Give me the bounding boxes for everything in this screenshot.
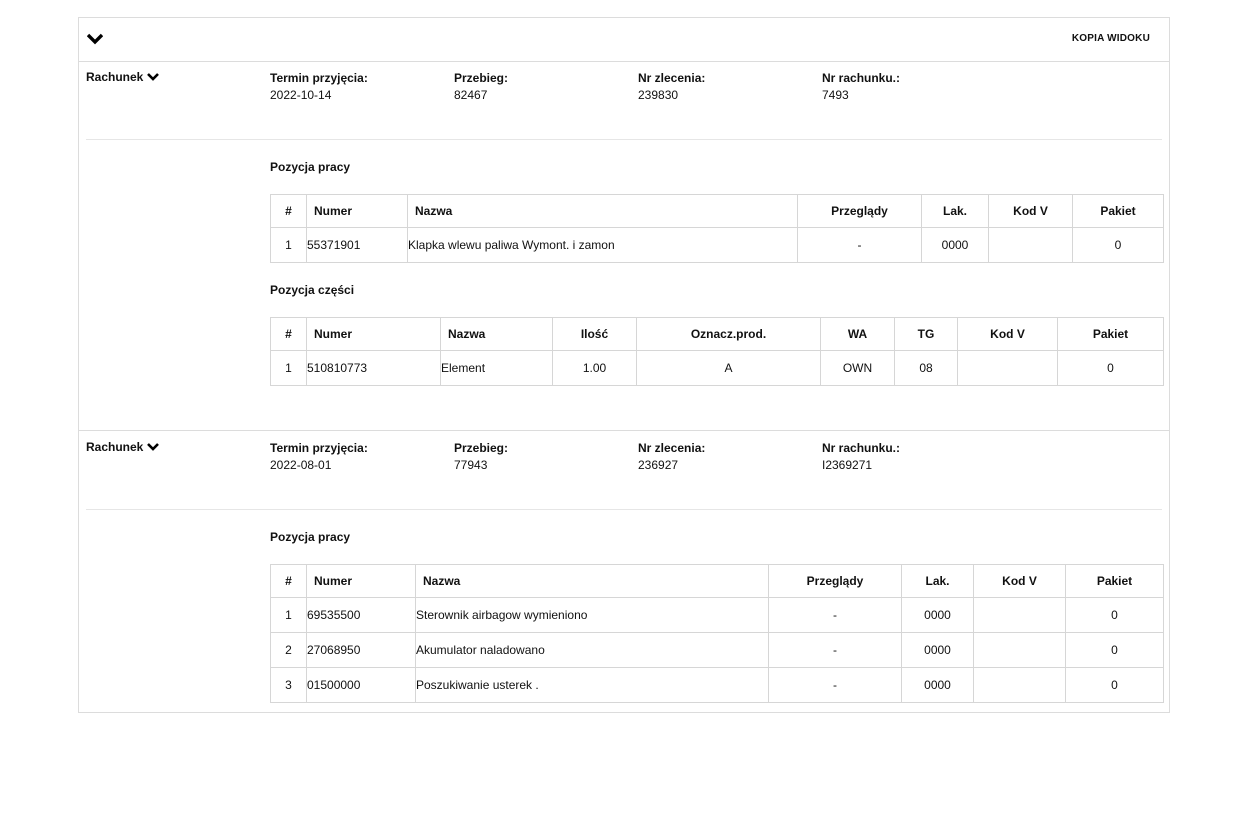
row-lak: 0000 bbox=[922, 228, 989, 263]
order-number-value: 239830 bbox=[638, 88, 679, 102]
column-header: Lak. bbox=[902, 565, 974, 598]
column-header: Nazwa bbox=[408, 195, 798, 228]
admission-date bbox=[270, 440, 368, 474]
column-header: Kod V bbox=[974, 565, 1066, 598]
column-header: Pakiet bbox=[1058, 318, 1164, 351]
column-header: Oznacz.prod. bbox=[637, 318, 821, 351]
table-header-row bbox=[271, 565, 1164, 598]
row-reviews: - bbox=[798, 228, 922, 263]
mileage-label: Przebieg: bbox=[454, 71, 509, 85]
mileage bbox=[454, 70, 508, 104]
row-index: 1 bbox=[271, 228, 307, 263]
row-index: 1 bbox=[271, 598, 307, 633]
row-reviews: - bbox=[769, 633, 902, 668]
column-header: Numer bbox=[307, 195, 408, 228]
parts-section-title: Pozycja części bbox=[270, 283, 355, 297]
row-kodv bbox=[989, 228, 1073, 263]
row-lak: 0000 bbox=[902, 668, 974, 703]
work-section-title: Pozycja pracy bbox=[270, 160, 351, 174]
work-table bbox=[270, 564, 1164, 703]
column-header: Kod V bbox=[958, 318, 1058, 351]
mileage bbox=[454, 440, 508, 474]
order-number-value: 236927 bbox=[638, 458, 679, 472]
row-lak: 0000 bbox=[902, 633, 974, 668]
row-pakiet: 0 bbox=[1066, 633, 1164, 668]
column-header: Przeglądy bbox=[798, 195, 922, 228]
mileage-value: 82467 bbox=[454, 88, 488, 102]
chevron-down-icon bbox=[147, 442, 159, 452]
row-kodv bbox=[958, 351, 1058, 386]
divider bbox=[86, 139, 1162, 140]
row-number: 27068950 bbox=[307, 633, 416, 668]
admission-date bbox=[270, 70, 368, 104]
row-mark: A bbox=[637, 351, 821, 386]
column-header: TG bbox=[895, 318, 958, 351]
order-number bbox=[638, 440, 705, 474]
column-header: WA bbox=[821, 318, 895, 351]
row-pakiet: 0 bbox=[1058, 351, 1164, 386]
column-header: Nazwa bbox=[441, 318, 553, 351]
row-kodv bbox=[974, 633, 1066, 668]
column-header: Przeglądy bbox=[769, 565, 902, 598]
admission-date-value: 2022-10-14 bbox=[270, 88, 332, 102]
order-number-label: Nr zlecenia: bbox=[638, 71, 706, 85]
row-name: Poszukiwanie usterek . bbox=[416, 668, 769, 703]
invoice-number bbox=[822, 70, 900, 104]
invoice-toggle[interactable] bbox=[86, 440, 159, 454]
column-header: # bbox=[271, 318, 307, 351]
row-index: 2 bbox=[271, 633, 307, 668]
column-header: Ilość bbox=[553, 318, 637, 351]
column-header: Pakiet bbox=[1066, 565, 1164, 598]
row-qty: 1.00 bbox=[553, 351, 637, 386]
invoice-history-panel bbox=[78, 17, 1170, 713]
row-reviews: - bbox=[769, 668, 902, 703]
row-kodv bbox=[974, 598, 1066, 633]
row-number: 510810773 bbox=[307, 351, 441, 386]
table-header-row bbox=[271, 195, 1164, 228]
row-wa: OWN bbox=[821, 351, 895, 386]
row-reviews: - bbox=[769, 598, 902, 633]
row-name: Akumulator naladowano bbox=[416, 633, 769, 668]
mileage-value: 77943 bbox=[454, 458, 488, 472]
order-number-label: Nr zlecenia: bbox=[638, 441, 706, 455]
work-section-title: Pozycja pracy bbox=[270, 530, 351, 544]
row-index: 3 bbox=[271, 668, 307, 703]
invoice-block bbox=[79, 61, 1169, 431]
invoice-number-value: 7493 bbox=[822, 88, 849, 102]
column-header: Numer bbox=[307, 565, 416, 598]
row-number: 55371901 bbox=[307, 228, 408, 263]
collapse-all-chevron-icon[interactable] bbox=[87, 32, 103, 46]
admission-date-label: Termin przyjęcia: bbox=[270, 71, 368, 85]
invoice-number-label: Nr rachunku.: bbox=[822, 71, 901, 85]
panel-header bbox=[79, 18, 1169, 62]
parts-table bbox=[270, 317, 1164, 386]
table-row bbox=[271, 668, 1164, 703]
invoice-number bbox=[822, 440, 900, 474]
row-tg: 08 bbox=[895, 351, 958, 386]
row-kodv bbox=[974, 668, 1066, 703]
column-header: Pakiet bbox=[1073, 195, 1164, 228]
mileage-label: Przebieg: bbox=[454, 441, 509, 455]
row-name: Klapka wlewu paliwa Wymont. i zamon bbox=[408, 228, 798, 263]
row-pakiet: 0 bbox=[1066, 598, 1164, 633]
invoice-number-label: Nr rachunku.: bbox=[822, 441, 901, 455]
table-row bbox=[271, 351, 1164, 386]
invoice-number-value: I2369271 bbox=[822, 458, 873, 472]
row-name: Sterownik airbagow wymieniono bbox=[416, 598, 769, 633]
column-header: Lak. bbox=[922, 195, 989, 228]
column-header: Numer bbox=[307, 318, 441, 351]
row-pakiet: 0 bbox=[1073, 228, 1164, 263]
table-row bbox=[271, 228, 1164, 263]
table-row bbox=[271, 598, 1164, 633]
invoice-label: Rachunek bbox=[86, 70, 144, 84]
column-header: # bbox=[271, 565, 307, 598]
column-header: Kod V bbox=[989, 195, 1073, 228]
order-number bbox=[638, 70, 705, 104]
row-index: 1 bbox=[271, 351, 307, 386]
row-number: 01500000 bbox=[307, 668, 416, 703]
row-lak: 0000 bbox=[902, 598, 974, 633]
copy-view-button[interactable]: KOPIA WIDOKU bbox=[1071, 33, 1150, 44]
divider bbox=[86, 509, 1162, 510]
column-header: # bbox=[271, 195, 307, 228]
row-name: Element bbox=[441, 351, 553, 386]
invoice-label: Rachunek bbox=[86, 440, 144, 454]
row-pakiet: 0 bbox=[1066, 668, 1164, 703]
invoice-block bbox=[79, 431, 1169, 713]
row-number: 69535500 bbox=[307, 598, 416, 633]
column-header: Nazwa bbox=[416, 565, 769, 598]
work-table bbox=[270, 194, 1164, 263]
table-row bbox=[271, 633, 1164, 668]
invoice-toggle[interactable] bbox=[86, 70, 159, 84]
table-header-row bbox=[271, 318, 1164, 351]
admission-date-label: Termin przyjęcia: bbox=[270, 441, 368, 455]
admission-date-value: 2022-08-01 bbox=[270, 458, 332, 472]
chevron-down-icon bbox=[147, 72, 159, 82]
